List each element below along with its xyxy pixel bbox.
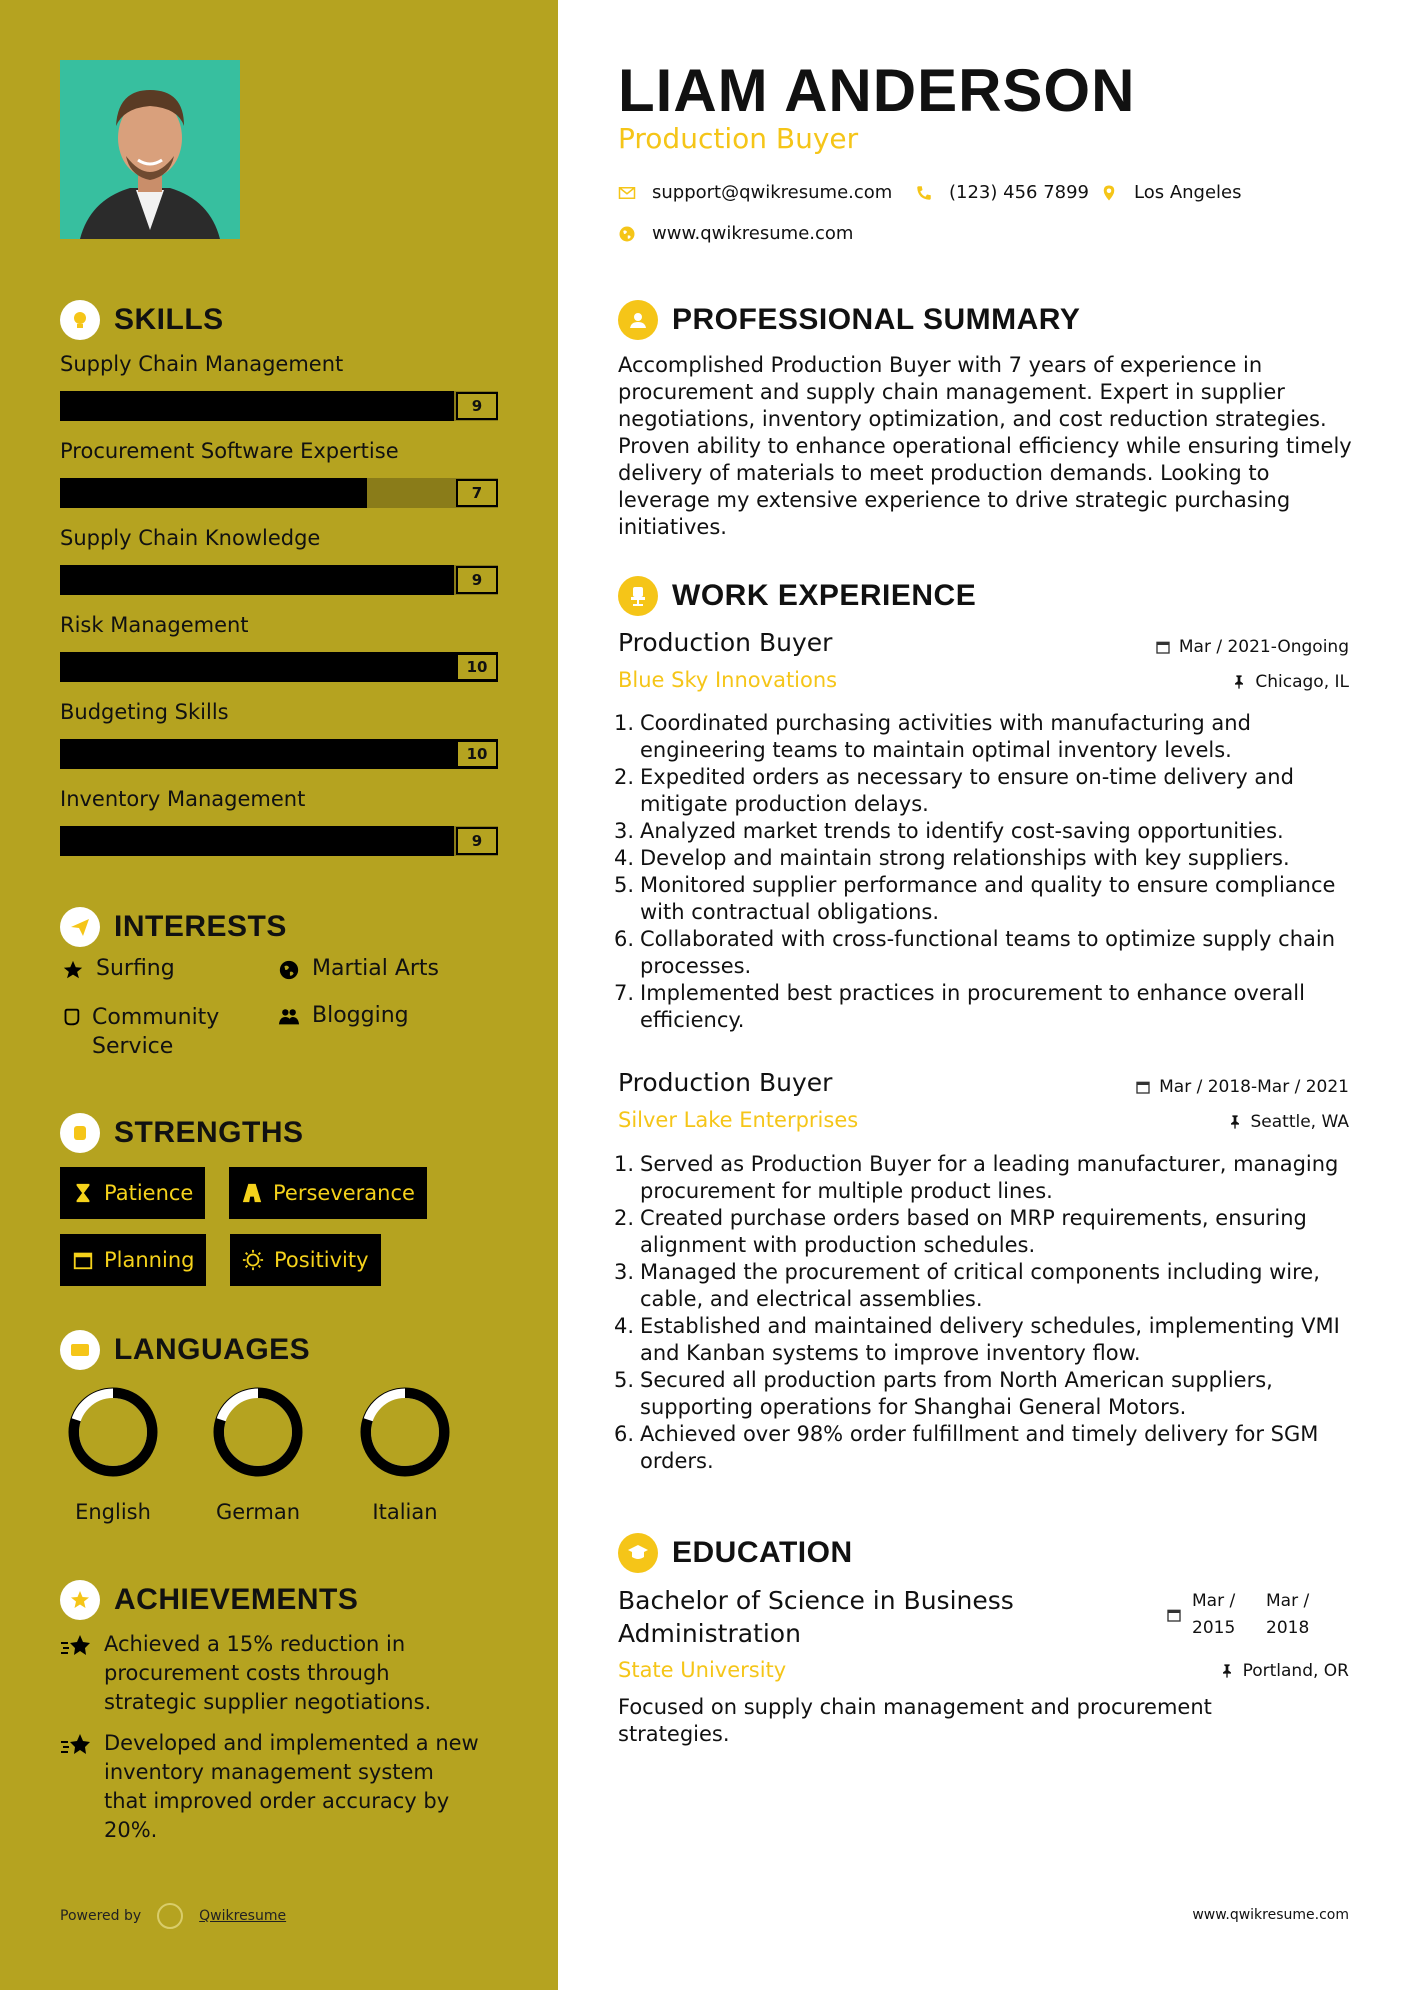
bullet-number: 3.: [613, 819, 634, 843]
experience-title: WORK EXPERIENCE: [672, 579, 977, 612]
job-bullet-item: [610, 845, 1358, 872]
bullet-text: Coordinated purchasing activities with manufacturing and engineering teams to maintain optimal inventory levels.: [640, 711, 1251, 762]
language-label: German: [215, 1500, 301, 1524]
graduate-icon: [618, 1533, 658, 1573]
strength-chip-planning: [60, 1234, 206, 1286]
email-icon: [618, 184, 636, 202]
candidate-name: LIAM ANDERSON: [618, 57, 1136, 124]
bullet-number: 6.: [613, 1422, 634, 1446]
bullet-number: 1.: [613, 1152, 634, 1176]
skill-name: Risk Management: [60, 613, 249, 637]
donut-outline: [361, 1388, 449, 1476]
id-card-icon: [60, 1330, 100, 1370]
interest-blogging: [276, 1003, 409, 1028]
job-bullet-item: [610, 1205, 1358, 1259]
job-location-text: Chicago, IL: [1255, 672, 1349, 692]
skill-bar-fill: [60, 565, 454, 595]
interests-heading: [60, 907, 287, 947]
bullet-text: Monitored supplier performance and quality to ensure compliance with contractual obligations.: [640, 873, 1336, 924]
star-icon: [60, 956, 86, 981]
bullet-number: 3.: [613, 1260, 634, 1284]
job-dates: [1135, 1077, 1349, 1097]
paper-plane-icon: [60, 907, 100, 947]
bullet-text: Established and maintained delivery schedules, implementing VMI and Kanban systems to improve inventory flow.: [640, 1314, 1340, 1365]
skill-name: Budgeting Skills: [60, 700, 229, 724]
contact-email[interactable]: [618, 182, 892, 203]
profile-photo: [60, 60, 240, 239]
education-location: [1219, 1661, 1349, 1681]
skill-bar: [60, 565, 498, 595]
strength-label: Positivity: [274, 1248, 369, 1272]
school-name: State University: [618, 1658, 787, 1682]
globe-icon: [618, 225, 636, 243]
strengths-title: STRENGTHS: [114, 1116, 304, 1149]
bullet-number: 4.: [613, 846, 634, 870]
interest-label: Surfing: [96, 956, 175, 981]
bullet-number: 5.: [613, 1368, 634, 1392]
achievements-heading: [60, 1580, 358, 1620]
hourglass-icon: [72, 1182, 94, 1204]
bullet-number: 6.: [613, 927, 634, 951]
job-bullet-item: [610, 1259, 1358, 1313]
donut-outline: [214, 1388, 302, 1476]
calendar-icon: [1166, 1607, 1182, 1623]
interest-label: Community Service: [92, 1005, 220, 1059]
powered-by-label: Powered by: [60, 1908, 142, 1924]
bullet-text: Expedited orders as necessary to ensure on-time delivery and mitigate production delays.: [640, 765, 1294, 816]
job-bullet-item: [610, 980, 1358, 1034]
skill-level-badge: 7: [456, 479, 498, 507]
skill-bar: [60, 478, 498, 508]
bullet-text: Secured all production parts from North American suppliers, supporting operations for Shanghai General Motors.: [640, 1368, 1273, 1419]
phone-icon: [915, 184, 933, 202]
star-badge-icon: [60, 1580, 100, 1620]
job-company: Blue Sky Innovations: [618, 668, 838, 692]
contact-website[interactable]: [618, 223, 853, 244]
language-label: Italian: [372, 1500, 438, 1524]
qwikresume-logo-icon: [157, 1903, 183, 1929]
language-label: English: [75, 1500, 151, 1524]
bullet-number: 1.: [613, 711, 634, 735]
calendar-icon: [72, 1249, 94, 1271]
summary-text: Accomplished Production Buyer with 7 years of experience in procurement and supply chain management. Expert in supplier negotiations, inventory optimization, and cost reduction strategies. Proven ability to enhance operational efficiency while ensuring timely delivery of materials to meet production demands. Looking to leverage my extensive experience to drive strategic purchasing initiatives.: [618, 353, 1352, 539]
language-level-donut: [66, 1385, 160, 1479]
shooting-star-icon: [60, 1630, 92, 1717]
qwikresume-link[interactable]: Qwikresume: [199, 1908, 287, 1924]
bullet-number: 2.: [613, 765, 634, 789]
skill-bar: [60, 826, 498, 856]
job-bullet-item: [610, 818, 1358, 845]
skill-bar-fill: [60, 739, 498, 769]
summary-title: PROFESSIONAL SUMMARY: [672, 303, 1081, 336]
achievement-item: [60, 1729, 480, 1845]
bullet-number: 4.: [613, 1314, 634, 1338]
footer-url[interactable]: www.qwikresume.com: [1192, 1907, 1349, 1923]
skill-bar: [60, 391, 498, 421]
sidebar: [0, 0, 558, 1990]
job-location-text: Seattle, WA: [1250, 1112, 1349, 1132]
achievement-text: Developed and implemented a new inventory management system that improved order accuracy by 20%.: [104, 1731, 479, 1842]
education-location-text: Portland, OR: [1242, 1661, 1349, 1681]
lightbulb-icon: [60, 300, 100, 340]
pushpin-icon: [1219, 1663, 1235, 1679]
strength-chip-perseverance: [229, 1167, 427, 1219]
job-bullet-item: [610, 1367, 1358, 1421]
bullet-text: Served as Production Buyer for a leading manufacturer, managing procurement for multiple product lines.: [640, 1152, 1339, 1203]
skill-bar-fill: [60, 652, 498, 682]
skill-level-badge: 9: [456, 392, 498, 420]
job-title: Production Buyer: [618, 628, 833, 657]
achievements-title: ACHIEVEMENTS: [114, 1583, 359, 1616]
strength-label: Patience: [104, 1181, 194, 1205]
job-bullet-item: [610, 1313, 1358, 1367]
strength-label: Perseverance: [273, 1181, 415, 1205]
interest-label: Blogging: [312, 1003, 409, 1028]
skill-bar-fill: [60, 826, 454, 856]
education-date-end: Mar / 2018: [1266, 1591, 1310, 1638]
job-location: [1231, 672, 1349, 692]
job-bullet-item: [610, 710, 1358, 764]
powered-by: [60, 1903, 286, 1929]
job-dates-text: Mar / 2018-Mar / 2021: [1159, 1077, 1349, 1097]
achievement-item: [60, 1630, 480, 1717]
hand-icon: [60, 1003, 82, 1028]
strength-label: Planning: [104, 1248, 195, 1272]
bullet-text: Analyzed market trends to identify cost-saving opportunities.: [640, 819, 1284, 843]
skill-level-badge: 9: [456, 566, 498, 594]
bullet-number: 7.: [613, 981, 634, 1005]
office-chair-icon: [618, 576, 658, 616]
skill-level-badge: 10: [456, 740, 498, 768]
road-icon: [241, 1182, 263, 1204]
candidate-role: Production Buyer: [618, 122, 859, 155]
summary-heading: [618, 300, 1080, 340]
job-company: Silver Lake Enterprises: [618, 1108, 859, 1132]
achievement-text: Achieved a 15% reduction in procurement costs through strategic supplier negotiations.: [104, 1632, 432, 1714]
user-icon: [618, 300, 658, 340]
skill-name: Supply Chain Management: [60, 352, 344, 376]
sun-icon: [242, 1249, 264, 1271]
job-title: Production Buyer: [618, 1068, 833, 1097]
job-dates-text: Mar / 2021-Ongoing: [1178, 637, 1349, 657]
bullet-text: Created purchase orders based on MRP requirements, ensuring alignment with production schedules.: [640, 1206, 1307, 1257]
contact-location: [1100, 182, 1242, 203]
pushpin-icon: [1231, 674, 1247, 690]
phone-text: (123) 456 7899: [949, 182, 1090, 203]
interest-community-service: [60, 1003, 260, 1061]
calendar-icon: [1135, 1079, 1151, 1095]
strengths-heading: [60, 1113, 304, 1153]
job-location: [1227, 1112, 1350, 1132]
job-bullets: [610, 1151, 1358, 1475]
pushpin-icon: [1227, 1114, 1243, 1130]
calendar-icon: [1155, 639, 1171, 655]
skill-bar: [60, 739, 498, 769]
bullet-text: Achieved over 98% order fulfillment and timely delivery for SGM orders.: [640, 1422, 1319, 1473]
skill-name: Procurement Software Expertise: [60, 439, 399, 463]
skill-bar: [60, 652, 498, 682]
interest-martial-arts: [276, 956, 439, 981]
bullet-number: 5.: [613, 873, 634, 897]
job-bullet-item: [610, 1151, 1358, 1205]
languages-heading: [60, 1330, 310, 1370]
bullet-text: Collaborated with cross-functional teams to optimize supply chain processes.: [640, 927, 1336, 978]
languages-title: LANGUAGES: [114, 1333, 311, 1366]
job-dates: [1155, 637, 1349, 657]
skill-bar-fill: [60, 391, 454, 421]
skill-level-badge: 10: [456, 653, 498, 681]
location-text: Los Angeles: [1134, 182, 1242, 203]
job-bullets: [610, 710, 1358, 1034]
skills-heading: [60, 300, 224, 340]
job-bullet-item: [610, 926, 1358, 980]
users-icon: [276, 1003, 302, 1028]
bullet-number: 2.: [613, 1206, 634, 1230]
language-level-donut: [358, 1385, 452, 1479]
skill-bar-fill: [60, 478, 367, 508]
shooting-star-icon: [60, 1729, 92, 1845]
globe-icon: [276, 956, 302, 981]
strength-chip-patience: [60, 1167, 205, 1219]
donut-outline: [69, 1388, 157, 1476]
map-pin-icon: [1100, 184, 1118, 202]
skill-level-badge: 9: [456, 827, 498, 855]
strength-chip-positivity: [230, 1234, 381, 1286]
bullet-text: Develop and maintain strong relationships with key suppliers.: [640, 846, 1290, 870]
education-title: EDUCATION: [672, 1536, 853, 1569]
interest-label: Martial Arts: [312, 956, 440, 981]
skills-title: SKILLS: [114, 303, 224, 336]
bullet-text: Implemented best practices in procurement to enhance overall efficiency.: [640, 981, 1305, 1032]
job-bullet-item: [610, 872, 1358, 926]
language-level-donut: [211, 1385, 305, 1479]
bullet-text: Managed the procurement of critical components including wire, cable, and electrical assemblies.: [640, 1260, 1320, 1311]
degree-title: Bachelor of Science in Business Administration: [618, 1586, 1014, 1648]
experience-heading: [618, 576, 976, 616]
education-heading: [618, 1533, 853, 1573]
interest-surfing: [60, 956, 175, 981]
job-bullet-item: [610, 764, 1358, 818]
education-description: Focused on supply chain management and procurement strategies.: [618, 1695, 1212, 1746]
education-dates: [1166, 1588, 1328, 1642]
job-bullet-item: [610, 1421, 1358, 1475]
skill-name: Inventory Management: [60, 787, 306, 811]
website-text: www.qwikresume.com: [652, 223, 854, 244]
interests-title: INTERESTS: [114, 910, 287, 943]
email-text: support@qwikresume.com: [652, 182, 893, 203]
skill-name: Supply Chain Knowledge: [60, 526, 321, 550]
education-date-start: Mar / 2015: [1192, 1591, 1236, 1638]
fist-icon: [60, 1113, 100, 1153]
contact-phone[interactable]: [915, 182, 1089, 203]
